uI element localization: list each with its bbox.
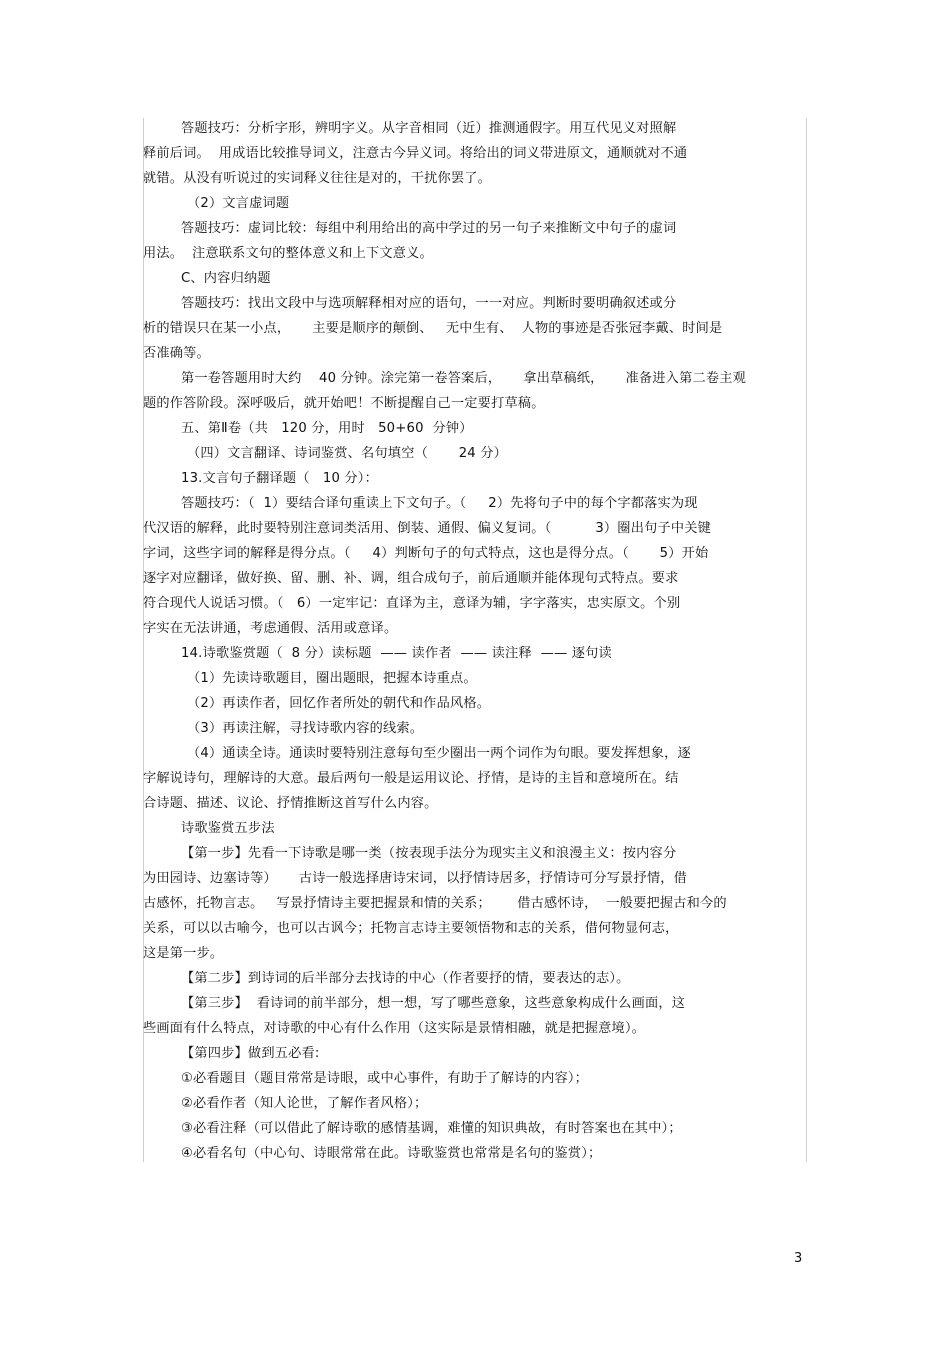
text-line: 逐字对应翻译，做好换、留、删、补、调，组合成句子，前后通顺并能体现句式特点。要求: [143, 571, 679, 586]
text-line: 释前后词。 用成语比较推导词义，注意古今异义词。将给出的词义带进原文，通顺就对不通: [143, 146, 688, 161]
text-line: 题的作答阶段。深呼吸后，就开始吧！不断提醒自己一定要打草稿。: [143, 396, 545, 411]
text-line: （四）文言翻译、诗词鉴赏、名句填空（ 24 分）: [187, 446, 508, 461]
text-line: 14.诗歌鉴赏题（ 8 分）读标题 —— 读作者 —— 读注释 —— 逐句读: [181, 646, 612, 661]
text-line: （1）先读诗歌题目，圈出题眼，把握本诗重点。: [187, 671, 477, 686]
text-line: 答题技巧：分析字形，辨明字义。从字音相同（近）推测通假字。用互代见义对照解: [181, 121, 677, 136]
text-line: 【第二步】到诗词的后半部分去找诗的中心（作者要抒的情，要表达的志）。: [181, 971, 630, 986]
left-margin-rule: [143, 118, 144, 1162]
text-line: ①必看题目（题目常常是诗眼，或中心事件，有助于了解诗的内容）；: [181, 1071, 589, 1086]
text-line: 诗歌鉴赏五步法: [181, 821, 275, 836]
right-margin-rule: [806, 118, 807, 1162]
text-line: 【第一步】先看一下诗歌是哪一类（按表现手法分为现实主义和浪漫主义：按内容分: [181, 846, 677, 861]
text-line: 答题技巧：找出文段中与选项解释相对应的语句，一一对应。判断时要明确叙述或分: [181, 296, 677, 311]
text-line: 用法。 注意联系文句的整体意义和上下文意义。: [143, 246, 433, 261]
text-line: 第一卷答题用时大约 40 分钟。涂完第一卷答案后， 拿出草稿纸， 准备进入第二卷主观: [181, 371, 747, 386]
text-line: 答题技巧：虚词比较：每组中利用给出的高中学过的另一句子来推断文中句子的虚词: [181, 221, 677, 236]
text-line: 字解说诗句，理解诗的大意。最后两句一般是运用议论、抒情，是诗的主旨和意境所在。结: [143, 771, 679, 786]
text-line: 合诗题、描述、议论、抒情推断这首写什么内容。: [143, 796, 438, 811]
text-line: 析的错误只在某一小点， 主要是顺序的颠倒、 无中生有、 人物的事迹是否张冠李戴、时间是: [143, 321, 723, 336]
text-line: 就错。从没有听说过的实词释义往往是对的，干扰你罢了。: [143, 171, 492, 186]
text-line: 为田园诗、边塞诗等） 古诗一般选择唐诗宋词，以抒情诗居多，抒情诗可分写景抒情，借: [143, 871, 688, 886]
text-line: ③必看注释（可以借此了解诗歌的感情基调，难懂的知识典故，有时答案也在其中）；: [181, 1121, 682, 1136]
text-line: （3）再读注解，寻找诗歌内容的线索。: [187, 721, 424, 736]
text-line: 关系，可以以古喻今，也可以古讽今；托物言志诗主要领悟物和志的关系，借何物显何志，: [143, 921, 679, 936]
text-line: 答题技巧：（ 1）要结合译句重读上下文句子。（ 2）先将句子中的每个字都落实为现: [181, 496, 698, 511]
text-line: 些画面有什么特点，对诗歌的中心有什么作用（这实际是景情相融，就是把握意境）。: [143, 1021, 646, 1036]
text-line: ②必看作者（知人论世，了解作者风格）；: [181, 1096, 428, 1111]
text-line: 否准确等。: [143, 346, 210, 361]
page-number: 3: [794, 1251, 803, 1266]
text-line: 符合现代人说话习惯。（ 6）一定牢记：直译为主，意译为辅，字字落实，忠实原文。个别: [143, 596, 681, 611]
text-line: ④必看名句（中心句、诗眼常常在此。诗歌鉴赏也常常是名句的鉴赏）；: [181, 1146, 602, 1161]
text-line: C、内容归纳题: [181, 271, 271, 286]
text-line: （4）通读全诗。通读时要特别注意每句至少圈出一两个词作为句眼。要发挥想象，逐: [187, 746, 691, 761]
text-line: 古感怀，托物言志。 写景抒情诗主要把握景和情的关系； 借古感怀诗， 一般要把握古和今的: [143, 896, 727, 911]
text-line: （2）再读作者，回忆作者所处的朝代和作品风格。: [187, 696, 491, 711]
text-line: 字词，这些字词的解释是得分点。（ 4）判断句子的句式特点，这也是得分点。（ 5）开始: [143, 546, 709, 561]
text-line: （2）文言虚词题: [187, 196, 290, 211]
text-line: 【第三步】 看诗词的前半部分，想一想，写了哪些意象，这些意象构成什么画面，这: [181, 996, 686, 1011]
text-line: 字实在无法讲通，考虑通假、活用或意译。: [143, 621, 398, 636]
text-line: 【第四步】做到五必看:: [181, 1046, 320, 1061]
text-line: 13.文言句子翻译题（ 10 分）：: [181, 471, 378, 486]
text-line: 五、第Ⅱ卷（共 120 分，用时 50+60 分钟）: [181, 421, 473, 436]
text-line: 代汉语的解释，此时要特别注意词类活用、倒装、通假、偏义复词。（ 3）圈出句子中关键: [143, 521, 712, 536]
text-line: 这是第一步。: [143, 946, 224, 961]
